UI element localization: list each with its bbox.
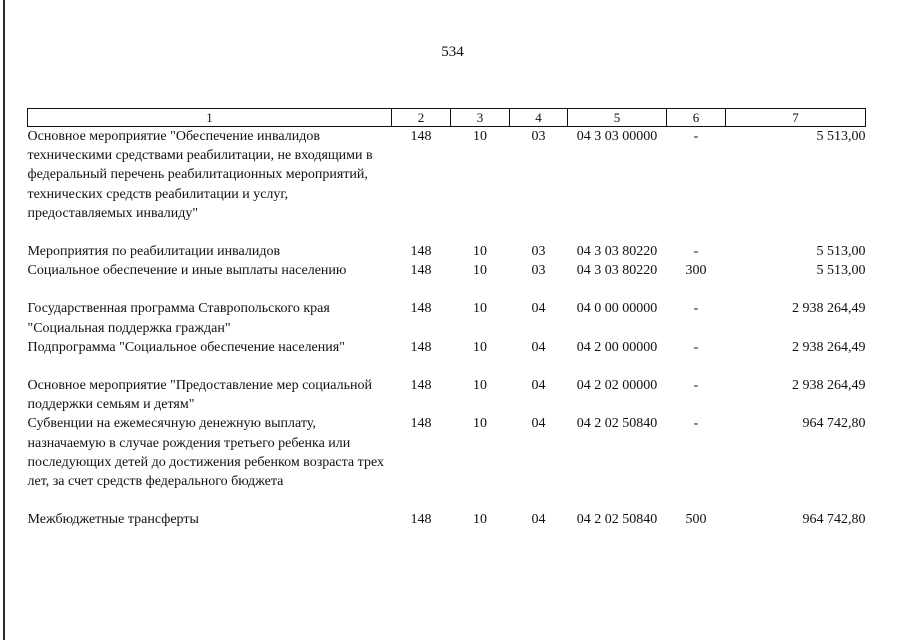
row-name: Основное мероприятие "Обеспечение инвалидов техническими средствами реабилитации, не входящими в федеральный перечень реабилитационных мероприятий, технических средств реабилитации и услуг, предоставляемых инвалиду" xyxy=(27,129,373,221)
row-spacer xyxy=(28,280,866,299)
row-section-code: 10 xyxy=(473,244,487,260)
header-col-6: 6 xyxy=(667,109,726,127)
header-col-4: 4 xyxy=(510,109,568,127)
row-name: Государственная программа Ставропольского края "Социальная поддержка граждан" xyxy=(27,301,330,336)
row-amount: 2 938 264,49 xyxy=(792,301,866,317)
row-amount: 2 938 264,49 xyxy=(792,378,866,394)
row-subsection-code: 04 xyxy=(531,301,546,317)
table-row xyxy=(28,261,866,280)
header-col-3: 3 xyxy=(451,109,510,127)
row-amount: 964 742,80 xyxy=(802,416,866,432)
row-ministry-code: 148 xyxy=(410,244,432,260)
row-ministry-code: 148 xyxy=(410,129,432,144)
row-target-code: 04 2 02 50840 xyxy=(576,416,658,432)
row-name: Межбюджетные трансферты xyxy=(27,512,199,528)
table-row xyxy=(28,510,866,529)
row-name: Субвенции на ежемесячную денежную выплату, назначаемую в случае рождения третьего ребенка или последующих детей до достижения ребенком возраста трех лет, за счет средств федерального бюджета xyxy=(27,416,384,490)
row-target-code: 04 3 03 00000 xyxy=(576,129,658,144)
row-expense-type: 300 xyxy=(685,263,707,279)
row-expense-type: - xyxy=(693,244,699,260)
row-expense-type: 500 xyxy=(685,512,707,528)
row-expense-type: - xyxy=(693,129,699,144)
row-section-code: 10 xyxy=(473,416,487,432)
header-col-2: 2 xyxy=(392,109,451,127)
row-subsection-code: 04 xyxy=(531,339,546,355)
row-subsection-code: 04 xyxy=(531,378,546,394)
row-amount: 5 513,00 xyxy=(816,263,866,279)
row-section-code: 10 xyxy=(473,339,487,355)
row-section-code: 10 xyxy=(473,263,487,279)
row-subsection-code: 04 xyxy=(531,416,546,432)
row-subsection-code: 03 xyxy=(531,263,546,279)
table-row xyxy=(28,127,866,224)
row-expense-type: - xyxy=(693,416,699,432)
row-section-code: 10 xyxy=(473,512,487,528)
row-name: Социальное обеспечение и иные выплаты населению xyxy=(27,263,347,279)
table-row xyxy=(28,414,866,491)
header-col-5: 5 xyxy=(568,109,667,127)
row-spacer xyxy=(28,357,866,376)
row-amount: 5 513,00 xyxy=(816,244,866,260)
row-target-code: 04 2 00 00000 xyxy=(576,339,658,355)
row-target-code: 04 3 03 80220 xyxy=(576,244,658,260)
row-section-code: 10 xyxy=(473,378,487,394)
left-margin-rule xyxy=(3,0,5,640)
row-name: Основное мероприятие "Предоставление мер социальной поддержки семьям и детям" xyxy=(27,378,372,413)
row-target-code: 04 0 00 00000 xyxy=(576,301,658,317)
row-name: Мероприятия по реабилитации инвалидов xyxy=(27,244,281,260)
row-amount: 2 938 264,49 xyxy=(792,339,866,355)
table-row xyxy=(28,338,866,357)
budget-table xyxy=(27,108,866,529)
row-ministry-code: 148 xyxy=(410,416,432,432)
row-ministry-code: 148 xyxy=(410,378,432,394)
header-row xyxy=(28,109,866,127)
row-ministry-code: 148 xyxy=(410,263,432,279)
row-spacer xyxy=(28,491,866,510)
row-subsection-code: 04 xyxy=(531,512,546,528)
row-name: Подпрограмма "Социальное обеспечение населения" xyxy=(27,339,345,355)
row-target-code: 04 2 02 50840 xyxy=(576,512,658,528)
table-row xyxy=(28,299,866,337)
header-col-1: 1 xyxy=(28,109,392,127)
row-expense-type: - xyxy=(693,378,699,394)
row-target-code: 04 2 02 00000 xyxy=(576,378,658,394)
row-amount: 964 742,80 xyxy=(802,512,866,528)
row-ministry-code: 148 xyxy=(410,512,432,528)
table-row xyxy=(28,376,866,414)
page-number: 534 xyxy=(441,44,464,60)
row-subsection-code: 03 xyxy=(531,129,546,144)
row-section-code: 10 xyxy=(473,301,487,317)
row-expense-type: - xyxy=(693,339,699,355)
row-target-code: 04 3 03 80220 xyxy=(576,263,658,279)
row-subsection-code: 03 xyxy=(531,244,546,260)
table-row xyxy=(28,242,866,261)
row-expense-type: - xyxy=(693,301,699,317)
row-ministry-code: 148 xyxy=(410,301,432,317)
row-ministry-code: 148 xyxy=(410,339,432,355)
row-section-code: 10 xyxy=(473,129,487,144)
header-col-7: 7 xyxy=(726,109,866,127)
row-amount: 5 513,00 xyxy=(816,129,866,144)
row-spacer xyxy=(28,223,866,242)
